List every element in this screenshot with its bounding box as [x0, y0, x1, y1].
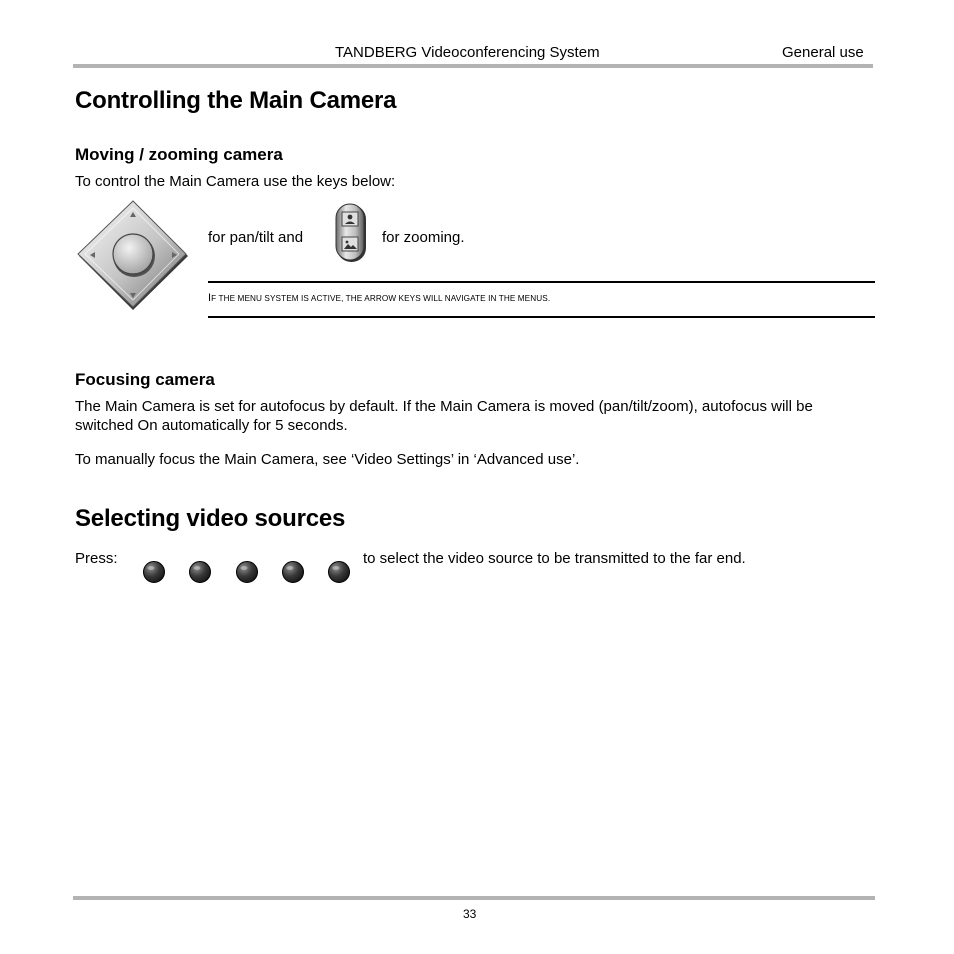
video-source-button-1-icon — [142, 560, 166, 584]
header-rule — [73, 64, 873, 68]
intro-text: To control the Main Camera use the keys below: — [75, 173, 396, 190]
section-heading-video-sources: Selecting video sources — [75, 505, 346, 532]
note-text: F THE MENU SYSTEM IS ACTIVE, THE ARROW KEYS WILL NAVIGATE IN THE MENUS. — [211, 294, 551, 303]
menu-navigation-note — [208, 292, 550, 304]
footer-rule — [73, 896, 875, 900]
autofocus-line-1: The Main Camera is set for autofocus by default. If the Main Camera is moved (pan/tilt/zoom), autofocus will be — [75, 398, 813, 415]
note-top-rule — [208, 281, 875, 283]
press-label: Press: — [75, 550, 118, 567]
subheading-focusing: Focusing camera — [75, 370, 215, 389]
video-source-button-3-icon — [235, 560, 259, 584]
video-source-button-4-icon — [281, 560, 305, 584]
note-bottom-rule — [208, 316, 875, 318]
section-heading-main-camera: Controlling the Main Camera — [75, 87, 397, 114]
arrow-keypad-icon — [76, 200, 191, 313]
video-source-button-5-icon — [327, 560, 351, 584]
pan-tilt-text: for pan/tilt and — [208, 229, 304, 246]
zoom-key-icon — [334, 203, 368, 263]
header-title: TANDBERG Videoconferencing System — [335, 44, 600, 61]
manual-focus-text: To manually focus the Main Camera, see ‘Video Settings’ in ‘Advanced use’. — [75, 451, 580, 468]
header-section-label: General use — [782, 44, 864, 61]
page-number: 33 — [463, 907, 477, 921]
video-source-button-2-icon — [188, 560, 212, 584]
video-source-description: to select the video source to be transmitted to the far end. — [363, 550, 746, 567]
note-first-letter: I — [208, 292, 212, 304]
subheading-moving-zooming: Moving / zooming camera — [75, 145, 283, 164]
autofocus-line-2: switched On automatically for 5 seconds. — [75, 417, 348, 434]
zoom-text: for zooming. — [382, 229, 465, 246]
